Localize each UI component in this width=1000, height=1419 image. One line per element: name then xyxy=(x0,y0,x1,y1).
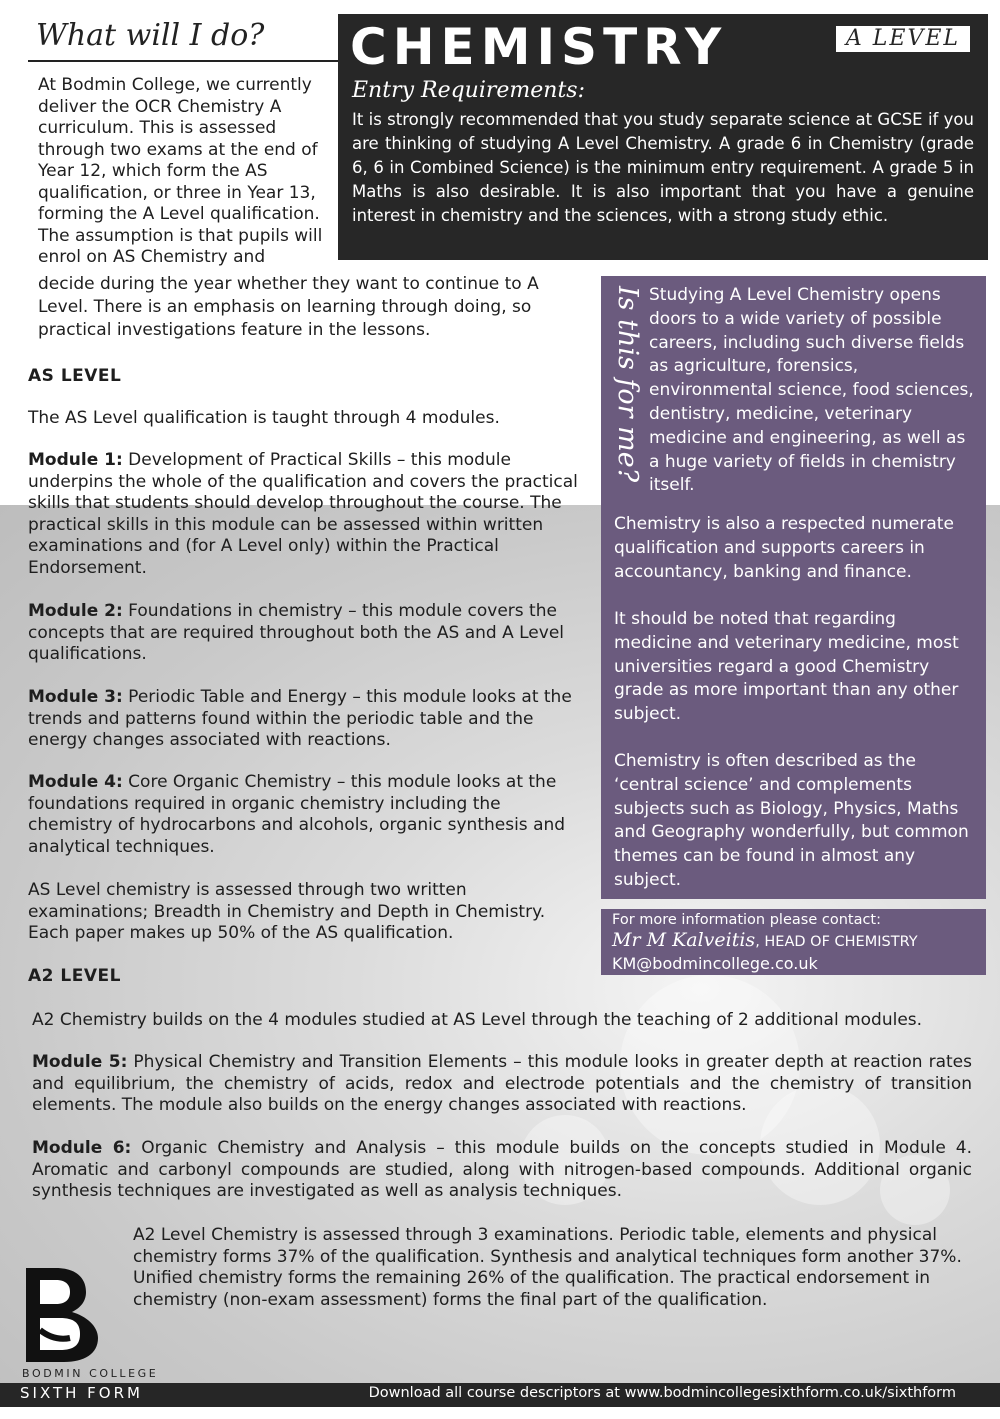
heading-underline xyxy=(28,60,340,62)
numerate-paragraph: Chemistry is also a respected numerate qualification and supports careers in accountancy, banking and finance. xyxy=(614,514,954,582)
intro-paragraph: At Bodmin College, we currently deliver the OCR Chemistry A curriculum. This is assessed through two exams at the end of Year 12, which form the AS qualification, or three in Year 13, forming the A Level qualification. The assumption is that pupils will enrol on AS Chemistry and xyxy=(38,75,323,267)
a2-level-intro: A2 Chemistry builds on the 4 modules studied at AS Level through the teaching of 2 additional modules. xyxy=(32,1010,923,1030)
bodmin-college-logo-icon xyxy=(26,1268,98,1362)
is-this-for-me-heading xyxy=(607,286,643,516)
sixth-form-label: SIXTH FORM xyxy=(20,1384,143,1402)
subject-title: CHEMISTRY xyxy=(350,18,728,76)
module-label: Module 3: xyxy=(28,687,123,707)
module-1-paragraph xyxy=(28,450,588,579)
as-level-assessment: AS Level chemistry is assessed through two written examinations; Breadth in Chemistry and Depth in Chemistry. Each paper makes up 50% of the AS qualification. xyxy=(28,880,546,943)
module-5-paragraph xyxy=(32,1052,972,1117)
contact-label: For more information please contact: xyxy=(612,912,882,928)
contact-name xyxy=(612,929,918,951)
module-text: Periodic Table and Energy – this module looks at the trends and patterns found within the periodic table and the energy changes associated with reactions. xyxy=(28,687,572,750)
contact-email-link[interactable]: KM@bodmincollege.co.uk xyxy=(612,954,818,973)
module-label: Module 5: xyxy=(32,1052,128,1072)
module-label: Module 4: xyxy=(28,772,123,792)
module-text: Organic Chemistry and Analysis – this module builds on the concepts studied in Module 4. Aromatic and carbonyl compounds are studied, along with nitrogen-based compounds. Additional organic synthesis techniques are investigated as well as analysis techniques. xyxy=(32,1138,972,1201)
is-this-for-me-box xyxy=(601,276,986,899)
college-name: BODMIN COLLEGE xyxy=(22,1367,159,1380)
module-text: Foundations in chemistry – this module covers the concepts that are required throughout both the AS and A Level qualifications. xyxy=(28,601,564,664)
contact-box xyxy=(601,909,986,975)
module-label: Module 2: xyxy=(28,601,123,621)
as-level-heading: AS LEVEL xyxy=(28,366,122,386)
module-label: Module 1: xyxy=(28,450,123,470)
download-link[interactable]: Download all course descriptors at www.bodmincollegesixthform.co.uk/sixthform xyxy=(368,1385,956,1401)
module-label: Module 6: xyxy=(32,1138,132,1158)
medicine-paragraph: It should be noted that regarding medicine and veterinary medicine, most universities regard a good Chemistry grade as more important than any other subject. xyxy=(614,609,959,725)
entry-requirements-heading: Entry Requirements: xyxy=(352,78,586,103)
intro-paragraph-continued: decide during the year whether they want to continue to A Level. There is an emphasis on learning through doing, so practical investigations feature in the lessons. xyxy=(38,274,539,340)
footer-bar xyxy=(0,1383,1000,1407)
as-level-intro: The AS Level qualification is taught through 4 modules. xyxy=(28,408,500,428)
module-text: Physical Chemistry and Transition Elements – this module looks in greater depth at reaction rates and equilibrium, the chemistry of acids, redox and electrode potentials and the chemistry of transition elements. The module also builds on the energy changes associated with reactions. xyxy=(32,1052,972,1115)
module-4-paragraph xyxy=(28,772,588,858)
module-3-paragraph xyxy=(28,687,588,752)
level-badge: A LEVEL xyxy=(836,26,970,52)
a2-level-assessment: A2 Level Chemistry is assessed through 3 examinations. Periodic table, elements and physical chemistry forms 37% of the qualification. Synthesis and analytical techniques form another 37%. Unified chemistry forms the remaining 26% of the qualification. The practical endorsement in chemistry (non-exam assessment) forms the final part of the qualification. xyxy=(133,1225,962,1310)
a2-level-heading: A2 LEVEL xyxy=(28,966,121,986)
entry-requirements-text: It is strongly recommended that you study separate science at GCSE if you are thinking of studying A Level Chemistry. A grade 6 in Chemistry (grade 6, 6 in Combined Science) is the minimum entry requirement. A grade 5 in Maths is also desirable. It is also important that you have a genuine interest in chemistry and the sciences, with a strong study ethic. xyxy=(352,110,974,225)
contact-person: Mr M Kalveitis xyxy=(612,929,756,951)
careers-paragraph: Studying A Level Chemistry opens doors to a wide variety of possible careers, including such diverse fields as agriculture, forensics, environmental science, food sciences, dentistry, medicine, veterinary medicine and engineering, as well as a huge variety of fields in chemistry itself. xyxy=(649,285,974,496)
central-science-paragraph: Chemistry is often described as the ‘central science’ and complements subjects such as Biology, Physics, Maths and Geography wonderfully, but common themes can be found in almost any subject. xyxy=(614,751,969,890)
entry-requirements-box xyxy=(338,14,988,260)
module-text: Development of Practical Skills – this module underpins the whole of the qualification and covers the practical skills that students should develop throughout the course. The practical skills in this module can be assessed within written examinations and (for A Level only) within the Practical Endorsement. xyxy=(28,450,578,578)
module-6-paragraph xyxy=(32,1138,972,1203)
contact-role: , HEAD OF CHEMISTRY xyxy=(755,934,918,950)
vertical-title-text: Is this for me? xyxy=(612,286,643,483)
module-text: Core Organic Chemistry – this module looks at the foundations required in organic chemistry including the chemistry of hydrocarbons and alcohols, organic synthesis and analytical techniques. xyxy=(28,772,566,857)
what-will-i-do-heading: What will I do? xyxy=(36,18,265,53)
module-2-paragraph xyxy=(28,601,588,666)
